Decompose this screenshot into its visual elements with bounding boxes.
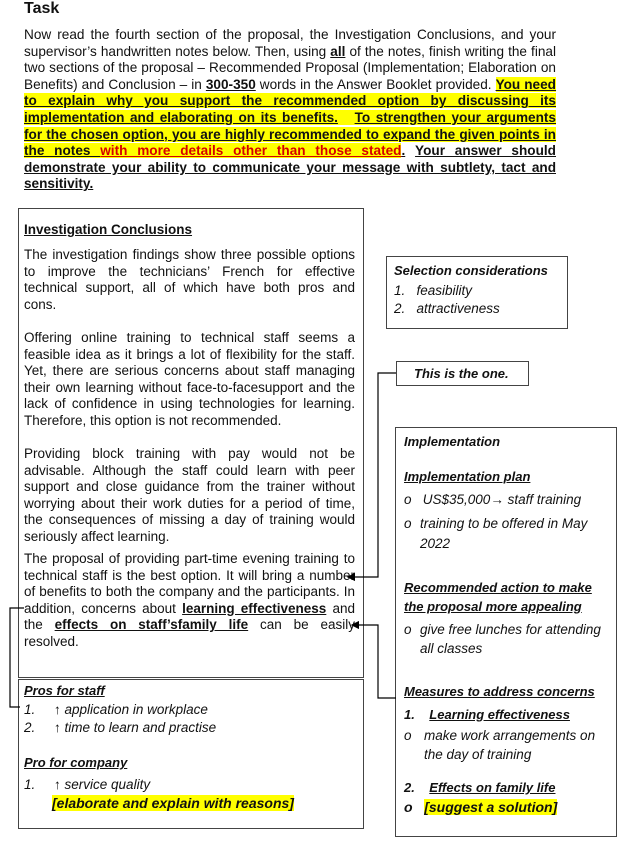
plan-item-1: o US$35,000→ staff training xyxy=(404,492,582,507)
up-arrow-icon: ↑ xyxy=(54,777,61,792)
investigation-para-2: Offering online training to technical staff seems a feasible idea as it brings a lot of flexibility for the staff. Yet, there are serious concerns about staff managing their own learning without face-to-facesupport and the lack of confidence in using technologies for learning. Therefore, this option is not recommended. xyxy=(24,330,355,428)
para4-text-b: and the xyxy=(24,600,355,633)
investigation-heading: Investigation Conclusions xyxy=(24,222,193,237)
task-bold-3: Your answer should demonstrate your ability to communicate your message with subtlety, tact and sensitivity. xyxy=(24,143,556,192)
pros-company-title: Pro for company xyxy=(24,755,128,770)
para4-text-a: The proposal of providing part-time evening training to technical staff is the best option. It will bring a number of benefits to both the company and the participants. In addition, concerns about xyxy=(24,551,355,616)
task-title: Task xyxy=(24,0,60,17)
action-item: o give free lunches for attending all classes xyxy=(404,622,601,656)
pros-staff-item-2: 2. ↑ time to learn and practise xyxy=(24,720,217,735)
pros-staff-title: Pros for staff xyxy=(24,683,105,698)
measure-2-item: o [suggest a solution] xyxy=(404,799,558,815)
task-text-2: of the notes, finish writing the final two sections of the proposal – Recommended Proposal (Implementation; Elaboration on Benefits) and Conclusion – in xyxy=(24,43,556,92)
up-arrow-icon: ↑ xyxy=(54,702,61,717)
this-one-label: This is the one. xyxy=(414,366,509,381)
selection-title: Selection considerations xyxy=(394,263,548,278)
arrow-measures xyxy=(352,625,396,698)
arrow-pros xyxy=(10,608,24,707)
para4-learning-effectiveness: learning effectiveness xyxy=(182,600,327,616)
measure-1-item: o make work arrangements on the day of training xyxy=(404,728,596,762)
task-all: all xyxy=(330,43,346,59)
investigation-para-1: The investigation findings show three possible options to improve the technicians’ French for effective technical support, all of which have both pros and cons. xyxy=(24,247,355,312)
investigation-para-3: Providing block training with pay would not be advisable. Although the staff could learn with peer support and close guidance from the trainer without worrying about their work duties for a period of time, the consequences of missing a day of training would seriously affect learning. xyxy=(24,446,355,544)
up-arrow-icon: ↑ xyxy=(54,720,61,735)
plan-item-2: o training to be offered in May 2022 xyxy=(404,516,588,551)
implementation-title: Implementation xyxy=(404,434,501,449)
selection-item-2: 2. attractiveness xyxy=(394,301,500,316)
task-text-3: words in the Answer Booklet provided. xyxy=(255,76,496,92)
task-bold-2: To strengthen your arguments for the chosen option, you are highly recommended to expand the given points in the notes xyxy=(24,109,556,159)
para4-text-c: can be easily resolved. xyxy=(24,617,355,649)
measures-title: Measures to address concerns xyxy=(404,684,595,699)
measure-1-title: 1. Learning effectiveness xyxy=(404,707,570,722)
pros-staff-item-1: 1. ↑ application in workplace xyxy=(24,702,208,717)
elaborate-note: [elaborate and explain with reasons] xyxy=(52,795,294,811)
right-arrow-icon: → xyxy=(490,492,504,507)
implementation-plan-title: Implementation plan xyxy=(404,469,531,484)
action-title: Recommended action to make the proposal more appealing xyxy=(404,580,592,614)
task-words: 300-350 xyxy=(205,76,256,92)
arrow-this-one xyxy=(348,373,396,577)
task-bold-end: . xyxy=(401,143,406,159)
task-bold-red: with more details other than those stated xyxy=(100,143,402,159)
para4-family-life: effects on staff’sfamily life xyxy=(54,617,249,633)
selection-item-1: 1. feasibility xyxy=(394,283,473,298)
measure-2-title: 2. Effects on family life xyxy=(404,780,556,795)
task-bold-1: You need to explain why you support the recommended option by discussing its implementation and elaborating on its benefits. xyxy=(24,76,556,125)
pros-company-item-1: 1. ↑ service quality xyxy=(24,777,151,792)
task-text-1: Now read the fourth section of the proposal, the Investigation Conclusions, and your supervisor’s handwritten notes below. Then, using xyxy=(24,27,556,59)
